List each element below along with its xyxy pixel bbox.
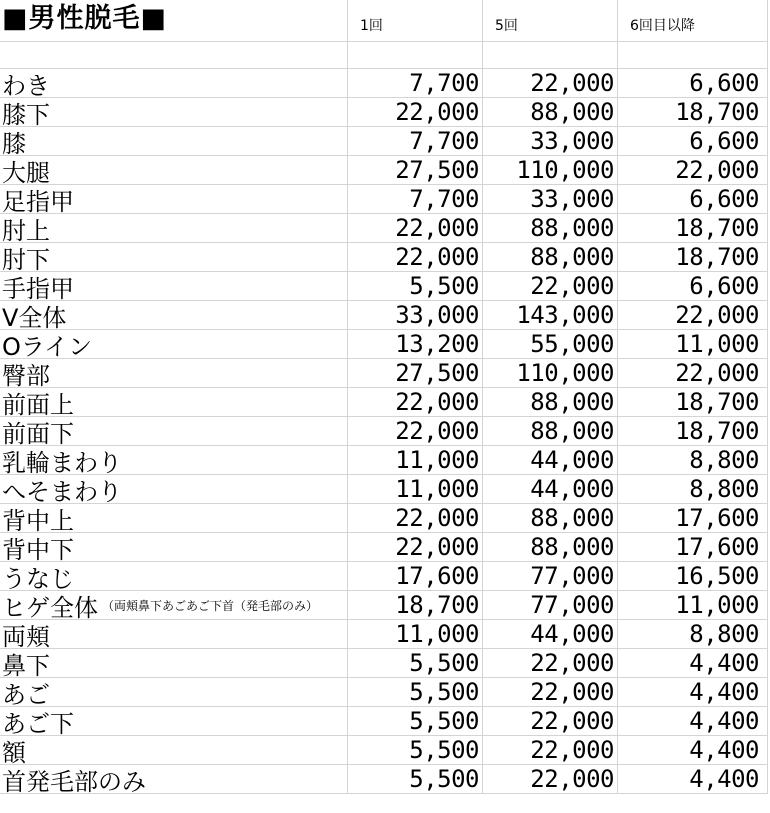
area-cell[interactable] — [0, 69, 348, 98]
price-6plus-cell[interactable] — [618, 185, 768, 214]
blank-cell[interactable] — [618, 42, 768, 69]
price-1-cell[interactable] — [348, 475, 483, 504]
price-value: 8,800 — [689, 620, 759, 648]
price-5-cell[interactable] — [483, 388, 618, 417]
price-value: 110,000 — [516, 156, 614, 184]
area-cell[interactable] — [0, 127, 348, 156]
table-row — [0, 417, 770, 446]
price-6plus-cell[interactable] — [618, 446, 768, 475]
price-value: 17,600 — [395, 562, 479, 590]
price-1-cell[interactable] — [348, 330, 483, 359]
price-6plus-cell[interactable] — [618, 417, 768, 446]
column-header-6plus[interactable]: 6回目以降 — [618, 0, 768, 42]
price-5-cell[interactable] — [483, 69, 618, 98]
area-cell[interactable] — [0, 736, 348, 765]
area-cell[interactable] — [0, 707, 348, 736]
area-name: うなじ — [2, 564, 74, 591]
price-1-cell[interactable] — [348, 678, 483, 707]
price-value: 5,500 — [409, 707, 479, 735]
area-cell[interactable] — [0, 446, 348, 475]
price-5-cell[interactable] — [483, 562, 618, 591]
area-cell[interactable] — [0, 562, 348, 591]
price-value: 5,500 — [409, 649, 479, 677]
price-value: 18,700 — [675, 98, 759, 126]
price-5-cell[interactable] — [483, 475, 618, 504]
price-value: 44,000 — [530, 446, 614, 474]
price-value: 6,600 — [689, 185, 759, 213]
price-1-cell[interactable] — [348, 156, 483, 185]
price-value: 7,700 — [409, 69, 479, 97]
area-name: 前面下 — [2, 419, 74, 446]
area-cell[interactable] — [0, 301, 348, 330]
area-cell[interactable] — [0, 359, 348, 388]
price-value: 18,700 — [395, 591, 479, 619]
price-value: 11,000 — [675, 330, 759, 358]
price-1-cell[interactable] — [348, 446, 483, 475]
price-value: 33,000 — [395, 301, 479, 329]
price-1-cell[interactable] — [348, 620, 483, 649]
table-row — [0, 533, 770, 562]
price-value: 18,700 — [675, 243, 759, 271]
area-cell[interactable] — [0, 417, 348, 446]
area-name: ヒゲ全体 — [2, 593, 98, 620]
price-value: 11,000 — [395, 446, 479, 474]
area-name: わき — [2, 71, 50, 98]
price-value: 27,500 — [395, 359, 479, 387]
price-6plus-cell[interactable] — [618, 243, 768, 272]
header-row — [0, 0, 770, 42]
price-6plus-cell[interactable] — [618, 475, 768, 504]
sheet-title: ■男性脱毛■ — [2, 3, 168, 34]
price-1-cell[interactable] — [348, 243, 483, 272]
area-name: 背中下 — [2, 535, 74, 562]
table-row — [0, 649, 770, 678]
table-row — [0, 214, 770, 243]
price-5-cell[interactable] — [483, 591, 618, 620]
price-value: 22,000 — [530, 272, 614, 300]
area-cell[interactable] — [0, 504, 348, 533]
area-name: 手指甲 — [2, 274, 74, 301]
price-value: 22,000 — [395, 214, 479, 242]
price-value: 22,000 — [395, 243, 479, 271]
price-value: 88,000 — [530, 98, 614, 126]
price-value: 22,000 — [395, 417, 479, 445]
area-name: あご — [2, 680, 50, 707]
price-6plus-cell[interactable] — [618, 359, 768, 388]
price-6plus-cell[interactable] — [618, 301, 768, 330]
blank-cell[interactable] — [483, 42, 618, 69]
price-1-cell[interactable] — [348, 272, 483, 301]
price-5-cell[interactable] — [483, 127, 618, 156]
price-1-cell[interactable] — [348, 69, 483, 98]
table-row — [0, 98, 770, 127]
price-value: 22,000 — [530, 649, 614, 677]
area-cell[interactable] — [0, 765, 348, 794]
price-6plus-cell[interactable] — [618, 591, 768, 620]
price-value: 22,000 — [395, 533, 479, 561]
price-5-cell[interactable] — [483, 649, 618, 678]
price-5-cell[interactable] — [483, 620, 618, 649]
price-6plus-cell[interactable] — [618, 707, 768, 736]
price-5-cell[interactable] — [483, 446, 618, 475]
price-value: 22,000 — [395, 388, 479, 416]
price-1-cell[interactable] — [348, 533, 483, 562]
area-cell[interactable] — [0, 243, 348, 272]
price-value: 55,000 — [530, 330, 614, 358]
area-cell[interactable] — [0, 649, 348, 678]
price-value: 22,000 — [530, 678, 614, 706]
price-value: 8,800 — [689, 475, 759, 503]
price-6plus-cell[interactable] — [618, 127, 768, 156]
area-cell[interactable] — [0, 591, 348, 620]
price-1-cell[interactable] — [348, 591, 483, 620]
price-1-cell[interactable] — [348, 707, 483, 736]
price-1-cell[interactable] — [348, 649, 483, 678]
price-5-cell[interactable] — [483, 707, 618, 736]
table-row — [0, 359, 770, 388]
price-value: 22,000 — [530, 736, 614, 764]
price-value: 11,000 — [395, 620, 479, 648]
price-5-cell[interactable] — [483, 736, 618, 765]
price-5-cell[interactable] — [483, 678, 618, 707]
price-5-cell[interactable] — [483, 214, 618, 243]
price-6plus-cell[interactable] — [618, 620, 768, 649]
price-5-cell[interactable] — [483, 504, 618, 533]
price-1-cell[interactable] — [348, 736, 483, 765]
table-row — [0, 330, 770, 359]
area-cell[interactable] — [0, 330, 348, 359]
price-1-cell[interactable] — [348, 417, 483, 446]
table-row — [0, 243, 770, 272]
price-value: 88,000 — [530, 214, 614, 242]
price-value: 44,000 — [530, 620, 614, 648]
area-name: Oライン — [2, 332, 93, 359]
price-value: 33,000 — [530, 127, 614, 155]
price-value: 18,700 — [675, 417, 759, 445]
price-6plus-cell[interactable] — [618, 388, 768, 417]
area-note: （両頬鼻下あごあご下首（発毛部のみ） — [102, 598, 319, 613]
price-1-cell[interactable] — [348, 562, 483, 591]
table-row — [0, 69, 770, 98]
price-value: 5,500 — [409, 736, 479, 764]
area-name: 肘下 — [2, 245, 50, 272]
price-5-cell[interactable] — [483, 417, 618, 446]
area-cell[interactable] — [0, 475, 348, 504]
area-name: 足指甲 — [2, 187, 74, 214]
price-value: 5,500 — [409, 765, 479, 793]
price-value: 22,000 — [675, 301, 759, 329]
price-value: 22,000 — [675, 359, 759, 387]
table-row — [0, 736, 770, 765]
price-6plus-cell[interactable] — [618, 504, 768, 533]
table-row — [0, 156, 770, 185]
area-cell[interactable] — [0, 214, 348, 243]
price-value: 22,000 — [530, 765, 614, 793]
price-1-cell[interactable] — [348, 504, 483, 533]
price-1-cell[interactable] — [348, 388, 483, 417]
price-5-cell[interactable] — [483, 533, 618, 562]
price-value: 18,700 — [675, 388, 759, 416]
price-1-cell[interactable] — [348, 214, 483, 243]
price-1-cell[interactable] — [348, 127, 483, 156]
price-value: 4,400 — [689, 649, 759, 677]
area-name: 額 — [2, 738, 26, 765]
price-1-cell[interactable] — [348, 301, 483, 330]
price-5-cell[interactable] — [483, 272, 618, 301]
price-6plus-cell[interactable] — [618, 98, 768, 127]
area-name: 膝 — [2, 129, 26, 156]
blank-cell[interactable] — [348, 42, 483, 69]
price-value: 22,000 — [530, 69, 614, 97]
price-value: 88,000 — [530, 243, 614, 271]
price-value: 16,500 — [675, 562, 759, 590]
price-6plus-cell[interactable] — [618, 649, 768, 678]
price-value: 6,600 — [689, 272, 759, 300]
price-6plus-cell[interactable] — [618, 678, 768, 707]
table-row — [0, 446, 770, 475]
price-value: 4,400 — [689, 707, 759, 735]
price-6plus-cell[interactable] — [618, 562, 768, 591]
area-cell[interactable] — [0, 678, 348, 707]
price-value: 22,000 — [395, 98, 479, 126]
price-5-cell[interactable] — [483, 359, 618, 388]
price-6plus-cell[interactable] — [618, 330, 768, 359]
area-cell[interactable] — [0, 388, 348, 417]
blank-row — [0, 42, 770, 69]
price-6plus-cell[interactable] — [618, 736, 768, 765]
table-row — [0, 678, 770, 707]
price-value: 5,500 — [409, 678, 479, 706]
column-header-5[interactable]: 5回 — [483, 0, 618, 42]
title-cell[interactable] — [0, 0, 348, 42]
area-name: 乳輪まわり — [2, 448, 122, 475]
price-6plus-cell[interactable] — [618, 214, 768, 243]
price-5-cell[interactable] — [483, 98, 618, 127]
column-header-1[interactable]: 1回 — [348, 0, 483, 42]
price-value: 11,000 — [675, 591, 759, 619]
price-5-cell[interactable] — [483, 330, 618, 359]
price-6plus-cell[interactable] — [618, 156, 768, 185]
price-value: 77,000 — [530, 562, 614, 590]
table-row — [0, 504, 770, 533]
price-1-cell[interactable] — [348, 359, 483, 388]
price-1-cell[interactable] — [348, 185, 483, 214]
area-name: あご下 — [2, 709, 74, 736]
price-value: 6,600 — [689, 127, 759, 155]
price-5-cell[interactable] — [483, 156, 618, 185]
table-row — [0, 620, 770, 649]
area-cell[interactable] — [0, 533, 348, 562]
price-value: 143,000 — [516, 301, 614, 329]
price-value: 17,600 — [675, 504, 759, 532]
price-value: 8,800 — [689, 446, 759, 474]
area-cell[interactable] — [0, 98, 348, 127]
area-name: 首発毛部のみ — [2, 767, 146, 794]
area-cell[interactable] — [0, 185, 348, 214]
price-value: 33,000 — [530, 185, 614, 213]
area-name: 前面上 — [2, 390, 74, 417]
price-5-cell[interactable] — [483, 243, 618, 272]
table-row — [0, 272, 770, 301]
area-name: 背中上 — [2, 506, 74, 533]
price-value: 110,000 — [516, 359, 614, 387]
price-value: 4,400 — [689, 736, 759, 764]
price-5-cell[interactable] — [483, 301, 618, 330]
price-value: 11,000 — [395, 475, 479, 503]
price-value: 7,700 — [409, 185, 479, 213]
area-name: 臀部 — [2, 361, 50, 388]
table-row — [0, 562, 770, 591]
price-value: 88,000 — [530, 417, 614, 445]
area-name: 鼻下 — [2, 651, 50, 678]
price-value: 7,700 — [409, 127, 479, 155]
price-value: 77,000 — [530, 591, 614, 619]
area-name: 膝下 — [2, 100, 50, 127]
price-5-cell[interactable] — [483, 765, 618, 794]
price-value: 44,000 — [530, 475, 614, 503]
area-name: へそまわり — [2, 477, 122, 504]
price-value: 4,400 — [689, 765, 759, 793]
area-name: V全体 — [2, 303, 67, 330]
table-row — [0, 707, 770, 736]
price-value: 4,400 — [689, 678, 759, 706]
table-row — [0, 591, 770, 620]
area-cell[interactable] — [0, 620, 348, 649]
table-row — [0, 475, 770, 504]
area-name: 大腿 — [2, 158, 50, 185]
price-value: 18,700 — [675, 214, 759, 242]
table-row — [0, 127, 770, 156]
price-value: 17,600 — [675, 533, 759, 561]
price-5-cell[interactable] — [483, 185, 618, 214]
area-name: 肘上 — [2, 216, 50, 243]
blank-cell[interactable] — [0, 42, 348, 69]
price-value: 22,000 — [530, 707, 614, 735]
price-value: 13,200 — [395, 330, 479, 358]
area-cell[interactable] — [0, 156, 348, 185]
area-name: 両頬 — [2, 622, 50, 649]
table-row — [0, 388, 770, 417]
price-value: 22,000 — [395, 504, 479, 532]
price-value: 88,000 — [530, 388, 614, 416]
price-6plus-cell[interactable] — [618, 533, 768, 562]
table-row — [0, 765, 770, 794]
table-row — [0, 185, 770, 214]
price-value: 88,000 — [530, 533, 614, 561]
price-6plus-cell[interactable] — [618, 765, 768, 794]
price-1-cell[interactable] — [348, 765, 483, 794]
price-value: 6,600 — [689, 69, 759, 97]
price-value: 22,000 — [675, 156, 759, 184]
price-value: 5,500 — [409, 272, 479, 300]
table-row — [0, 301, 770, 330]
table-body — [0, 69, 770, 794]
price-value: 88,000 — [530, 504, 614, 532]
price-6plus-cell[interactable] — [618, 272, 768, 301]
area-cell[interactable] — [0, 272, 348, 301]
price-value: 27,500 — [395, 156, 479, 184]
price-6plus-cell[interactable] — [618, 69, 768, 98]
price-1-cell[interactable] — [348, 98, 483, 127]
